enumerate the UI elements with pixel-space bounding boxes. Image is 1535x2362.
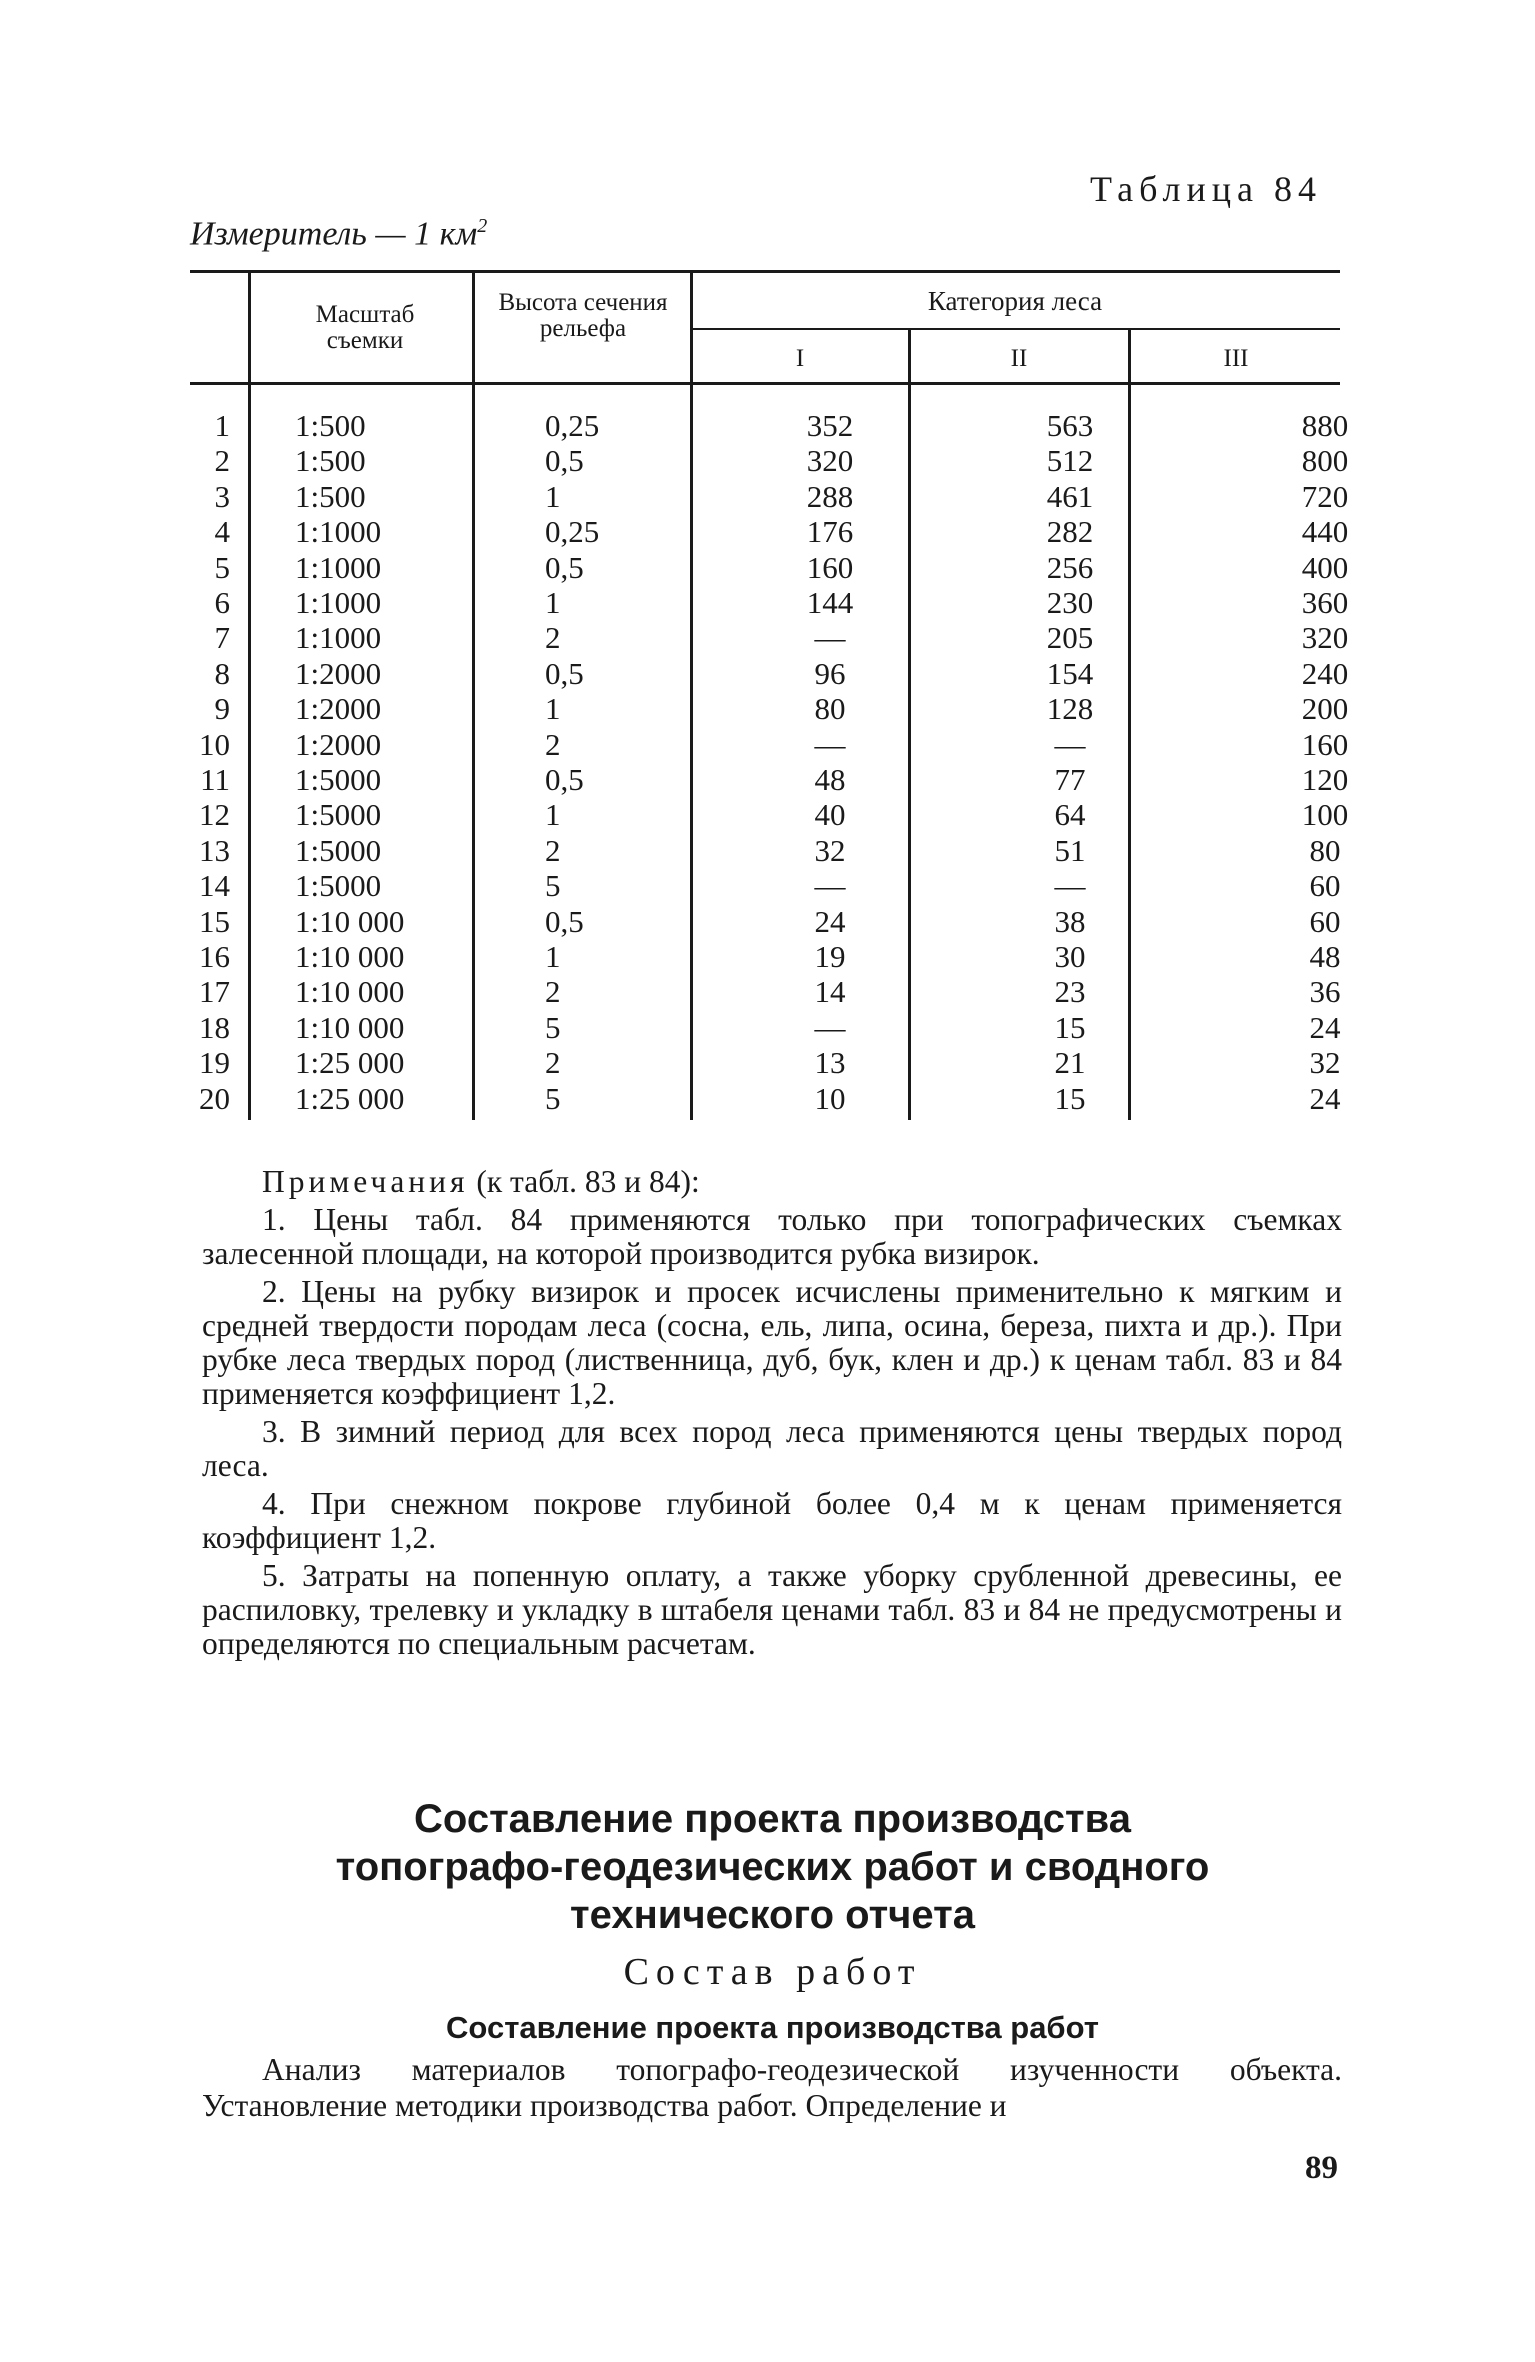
cell-cat-2: 38 (1054, 904, 1086, 939)
cell-height: 2 (545, 974, 561, 1009)
cell-scale: 1:2000 (295, 656, 382, 691)
cell-height: 1 (545, 585, 561, 620)
row-number: 5 (214, 550, 230, 585)
cell-height: 2 (545, 1045, 561, 1080)
cell-cat-1: 352 (806, 408, 854, 443)
cell-cat-2: 154 (1046, 656, 1094, 691)
cell-cat-2: 64 (1054, 797, 1086, 832)
cell-cat-1: 24 (814, 904, 846, 939)
cell-height: 1 (545, 479, 561, 514)
cell-scale: 1:1000 (295, 620, 382, 655)
col-rule-3 (690, 272, 693, 1120)
cell-height: 2 (545, 620, 561, 655)
row-number: 10 (199, 727, 230, 762)
row-number: 11 (200, 762, 230, 797)
cell-scale: 1:5000 (295, 797, 382, 832)
cell-cat-1: — (814, 1010, 846, 1045)
cell-cat-2: 230 (1046, 585, 1094, 620)
cell-cat-2: 512 (1046, 443, 1094, 478)
notes (202, 1165, 1342, 1665)
cell-height: 5 (545, 868, 561, 903)
cell-cat-3: 24 (1309, 1081, 1341, 1116)
notes-title-suffix: (к табл. 83 и 84): (468, 1164, 700, 1199)
note-5: 5. Затраты на попенную оплату, а также уборку срубленной древесины, ее распиловку, трелевку и укладку в штабеля ценами табл. 83 и 84 не предусмотрены и определяются по специальным расчетам. (202, 1558, 1342, 1661)
header-scale: Масштаб съемки (315, 301, 415, 354)
row-number: 15 (199, 904, 230, 939)
measure-sup: 2 (477, 215, 488, 237)
cell-height: 1 (545, 797, 561, 832)
cell-cat-1: 144 (806, 585, 854, 620)
cell-height: 0,5 (545, 762, 584, 797)
cell-cat-3: 880 (1301, 408, 1349, 443)
page-number: 89 (1305, 2150, 1338, 2186)
cell-cat-3: 100 (1301, 797, 1349, 832)
cell-cat-1: — (814, 727, 846, 762)
cell-cat-3: 60 (1309, 868, 1341, 903)
body-paragraph: Анализ материалов топографо-геодезической изученности объекта. Установление методики производства работ. Определение и (202, 2052, 1342, 2123)
cell-height: 0,25 (545, 408, 600, 443)
cell-height: 2 (545, 727, 561, 762)
row-number: 2 (214, 443, 230, 478)
row-number: 12 (199, 797, 230, 832)
cell-scale: 1:1000 (295, 550, 382, 585)
header-cat-3: III (1223, 345, 1249, 372)
cell-cat-3: 160 (1301, 727, 1349, 762)
cell-cat-2: 77 (1054, 762, 1086, 797)
section-subsubtitle: Составление проекта производства работ (446, 2010, 1099, 2045)
row-number: 7 (214, 620, 230, 655)
cell-cat-3: 36 (1309, 974, 1341, 1009)
cell-cat-2: 15 (1054, 1010, 1086, 1045)
cell-cat-1: 13 (814, 1045, 846, 1080)
cell-cat-2: 21 (1054, 1045, 1086, 1080)
cell-cat-3: 360 (1301, 585, 1349, 620)
cell-cat-3: 48 (1309, 939, 1341, 974)
cell-scale: 1:25 000 (295, 1045, 405, 1080)
row-number: 9 (214, 691, 230, 726)
cell-scale: 1:5000 (295, 833, 382, 868)
header-height: Высота сечения рельефа (498, 289, 668, 342)
note-3: 3. В зимний период для всех пород леса применяются цены твердых пород леса. (202, 1414, 1342, 1483)
cell-scale: 1:10 000 (295, 904, 405, 939)
row-number: 20 (199, 1081, 230, 1116)
row-number: 8 (214, 656, 230, 691)
cell-height: 1 (545, 691, 561, 726)
cell-height: 0,5 (545, 550, 584, 585)
cell-cat-3: 80 (1309, 833, 1341, 868)
cell-cat-1: 80 (814, 691, 846, 726)
row-number: 18 (199, 1010, 230, 1045)
section-title-line-3: технического отчета (570, 1893, 975, 1937)
cell-cat-2: — (1054, 868, 1086, 903)
cell-cat-3: 32 (1309, 1045, 1341, 1080)
header-cat-2: II (1010, 345, 1028, 372)
cell-cat-1: — (814, 620, 846, 655)
cell-height: 2 (545, 833, 561, 868)
cell-cat-3: 240 (1301, 656, 1349, 691)
cell-scale: 1:1000 (295, 514, 382, 549)
row-number: 17 (199, 974, 230, 1009)
cell-height: 0,25 (545, 514, 600, 549)
body-text (202, 2052, 1342, 2124)
cell-cat-2: 23 (1054, 974, 1086, 1009)
cell-height: 0,5 (545, 656, 584, 691)
row-number: 16 (199, 939, 230, 974)
cell-scale: 1:2000 (295, 691, 382, 726)
row-number: 6 (214, 585, 230, 620)
cell-cat-1: 40 (814, 797, 846, 832)
note-2: 2. Цены на рубку визирок и просек исчислены применительно к мягким и средней твердости породам леса (сосна, ель, липа, осина, береза, пихта и др.). При рубке леса твердых пород (лиственница, дуб, бук, клен и др.) к ценам табл. 83 и 84 применяется коэффициент 1,2. (202, 1274, 1342, 1411)
row-number: 4 (214, 514, 230, 549)
cell-cat-2: 30 (1054, 939, 1086, 974)
cell-cat-1: 10 (814, 1081, 846, 1116)
cell-cat-3: 400 (1301, 550, 1349, 585)
row-number: 13 (199, 833, 230, 868)
cell-scale: 1:5000 (295, 762, 382, 797)
cell-cat-3: 320 (1301, 620, 1349, 655)
row-number: 3 (214, 479, 230, 514)
cell-scale: 1:2000 (295, 727, 382, 762)
section-title (190, 1795, 1355, 1939)
cell-cat-3: 800 (1301, 443, 1349, 478)
cell-cat-2: 128 (1046, 691, 1094, 726)
cell-cat-2: — (1054, 727, 1086, 762)
section-title-line-2: топографо-геодезических работ и сводного (335, 1845, 1210, 1889)
cell-cat-1: 32 (814, 833, 846, 868)
cell-height: 1 (545, 939, 561, 974)
col-rule-1 (248, 272, 251, 1120)
table-label: Таблица 84 (1090, 169, 1322, 209)
row-number: 19 (199, 1045, 230, 1080)
cell-cat-1: 160 (806, 550, 854, 585)
cell-cat-2: 15 (1054, 1081, 1086, 1116)
cell-cat-3: 60 (1309, 904, 1341, 939)
cell-scale: 1:10 000 (295, 974, 405, 1009)
cell-scale: 1:500 (295, 408, 366, 443)
notes-title-line (202, 1165, 1342, 1199)
col-rule-2 (472, 272, 475, 1120)
note-1: 1. Цены табл. 84 применяются только при топографических съемках залесенной площади, на которой производится рубка визирок. (202, 1202, 1342, 1271)
cell-cat-1: 176 (806, 514, 854, 549)
cell-cat-1: 96 (814, 656, 846, 691)
header-bottom-rule (190, 382, 1340, 385)
cell-cat-2: 563 (1046, 408, 1094, 443)
cell-scale: 1:25 000 (295, 1081, 405, 1116)
cell-scale: 1:10 000 (295, 939, 405, 974)
cell-cat-3: 720 (1301, 479, 1349, 514)
cell-cat-3: 200 (1301, 691, 1349, 726)
cell-cat-1: 288 (806, 479, 854, 514)
row-number: 14 (199, 868, 230, 903)
category-rule (691, 328, 1340, 330)
section-title-line-1: Составление проекта производства (414, 1797, 1131, 1841)
cell-scale: 1:500 (295, 443, 366, 478)
cell-scale: 1:500 (295, 479, 366, 514)
table-top-rule (190, 270, 1340, 273)
header-cat-1: I (795, 345, 805, 372)
cell-cat-2: 51 (1054, 833, 1086, 868)
cell-cat-3: 440 (1301, 514, 1349, 549)
notes-title: Примечания (262, 1164, 469, 1199)
cell-cat-3: 120 (1301, 762, 1349, 797)
cell-height: 5 (545, 1010, 561, 1045)
cell-height: 0,5 (545, 443, 584, 478)
measure-label (190, 215, 487, 253)
cell-cat-1: — (814, 868, 846, 903)
cell-cat-2: 205 (1046, 620, 1094, 655)
measure-text: Измеритель — 1 км (190, 215, 478, 253)
cell-scale: 1:1000 (295, 585, 382, 620)
note-4: 4. При снежном покрове глубиной более 0,4 м к ценам применяется коэффициент 1,2. (202, 1486, 1342, 1555)
cell-cat-2: 256 (1046, 550, 1094, 585)
cell-cat-3: 24 (1309, 1010, 1341, 1045)
header-category: Категория леса (927, 286, 1103, 316)
cell-cat-2: 461 (1046, 479, 1094, 514)
section-subtitle: Состав работ (623, 1951, 922, 1993)
cell-cat-1: 48 (814, 762, 846, 797)
cell-scale: 1:10 000 (295, 1010, 405, 1045)
cell-cat-1: 19 (814, 939, 846, 974)
cell-cat-2: 282 (1046, 514, 1094, 549)
cell-cat-1: 320 (806, 443, 854, 478)
col-rule-4 (908, 328, 911, 1120)
cell-cat-1: 14 (814, 974, 846, 1009)
cell-height: 0,5 (545, 904, 584, 939)
cell-scale: 1:5000 (295, 868, 382, 903)
cell-height: 5 (545, 1081, 561, 1116)
row-number: 1 (214, 408, 230, 443)
